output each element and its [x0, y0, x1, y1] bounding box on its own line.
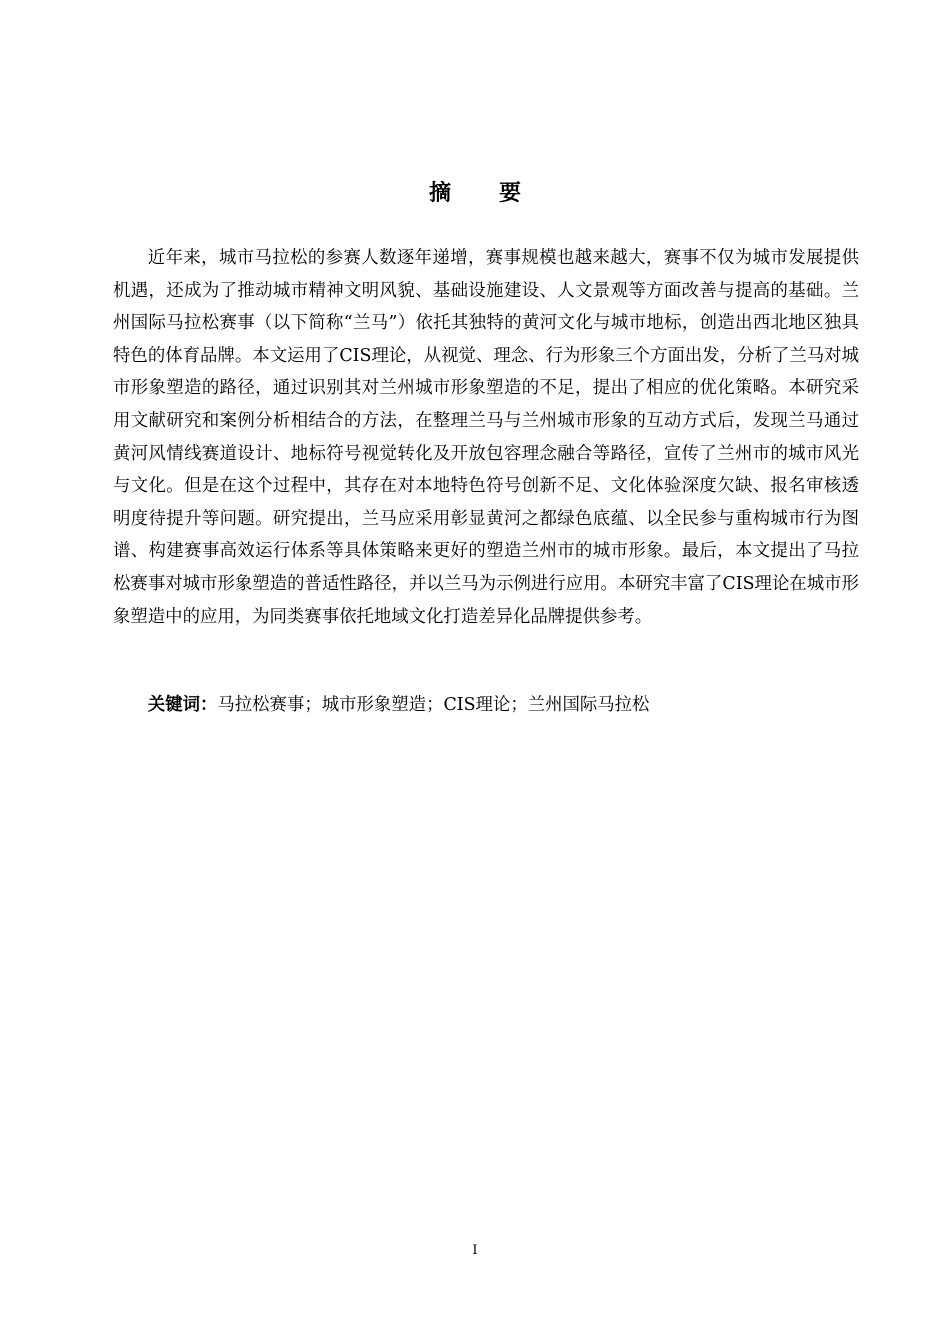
keywords-line — [113, 689, 859, 722]
keywords-list: 马拉松赛事；城市形象塑造；CIS理论；兰州国际马拉松 — [217, 695, 650, 715]
keywords-label: 关键词： — [147, 695, 218, 715]
abstract-body: 近年来，城市马拉松的参赛人数逐年递增，赛事规模也越来越大，赛事不仅为城市发展提供机遇，还成为了推动城市精神文明风貌、基础设施建设、人文景观等方面改善与提高的基础。兰州国际马拉松赛事（以下简称“兰马”）依托其独特的黄河文化与城市地标，创造出西北地区独具特色的体育品牌。本文运用了CIS理论，从视觉、理念、行为形象三个方面出发，分析了兰马对城市形象塑造的路径，通过识别其对兰州城市形象塑造的不足，提出了相应的优化策略。本研究采用文献研究和案例分析相结合的方法，在整理兰马与兰州城市形象的互动方式后，发现兰马通过黄河风情线赛道设计、地标符号视觉转化及开放包容理念融合等路径，宣传了兰州市的城市风光与文化。但是在这个过程中，其存在对本地特色符号创新不足、文化体验深度欠缺、报名审核透明度待提升等问题。研究提出，兰马应采用彰显黄河之都绿色底蕴、以全民参与重构城市行为图谱、构建赛事高效运行体系等具体策略来更好的塑造兰州市的城市形象。最后，本文提出了马拉松赛事对城市形象塑造的普适性路径，并以兰马为示例进行应用。本研究丰富了CIS理论在城市形象塑造中的应用，为同类赛事依托地域文化打造差异化品牌提供参考。 — [113, 248, 859, 627]
page-number: I — [472, 1243, 478, 1258]
abstract-title: 摘要 — [428, 181, 569, 206]
